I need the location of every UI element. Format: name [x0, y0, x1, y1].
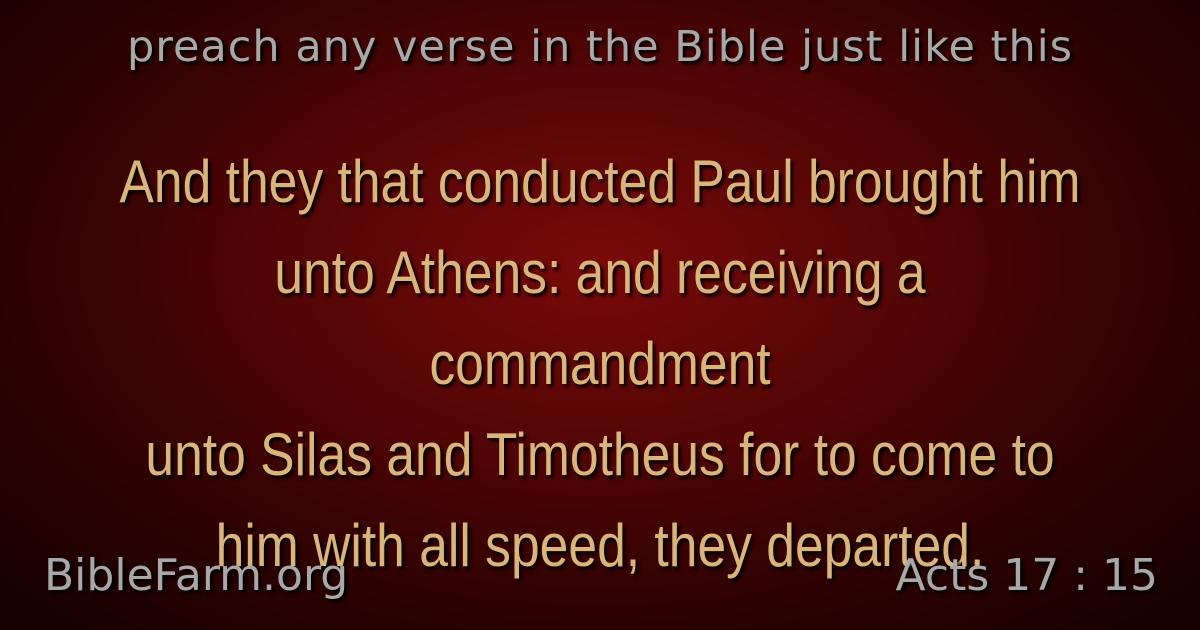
verse-line: unto Athens: and receiving a commandment: [274, 239, 926, 397]
verse-line: unto Silas and Timotheus for to come to: [145, 421, 1055, 488]
tagline: preach any verse in the Bible just like this: [126, 22, 1074, 72]
verse-line: him with all speed, they departed.: [215, 512, 985, 579]
verse-line: And they that conducted Paul brought him: [119, 148, 1081, 215]
site-name: BibleFarm.org: [44, 550, 349, 601]
verse-text: [118, 136, 1081, 591]
verse-reference: Acts 17 : 15: [895, 550, 1158, 601]
